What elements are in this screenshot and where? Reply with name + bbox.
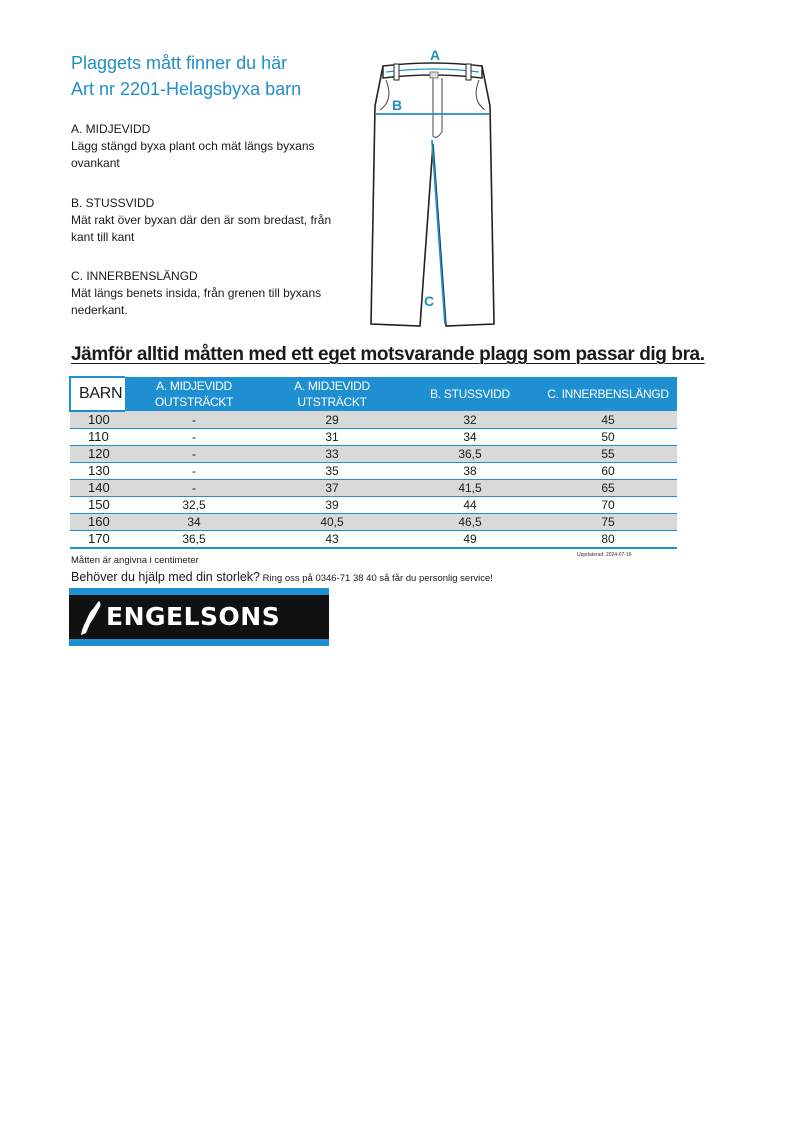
cell-midjevidd-utstrackt: 39 xyxy=(263,497,401,514)
engelsons-logo xyxy=(69,588,329,646)
measure-b-heading: B. STUSSVIDD xyxy=(71,196,155,210)
table-row xyxy=(70,446,677,463)
header-midjevidd-outstrackt xyxy=(125,377,263,411)
header-stussvidd: B. STUSSVIDD xyxy=(401,377,539,411)
table-row xyxy=(70,429,677,446)
cell-midjevidd-utstrackt: 35 xyxy=(263,463,401,480)
table-header-row xyxy=(70,377,677,411)
cell-midjevidd-outstrackt: - xyxy=(125,463,263,480)
cell-size: 170 xyxy=(70,531,125,549)
cell-size: 140 xyxy=(70,480,125,497)
page-title: Plaggets mått finner du här xyxy=(71,53,288,73)
cell-midjevidd-utstrackt: 40,5 xyxy=(263,514,401,531)
logo-stripe-top xyxy=(69,588,329,595)
logo-stripe-bottom xyxy=(69,639,329,646)
cell-innerbenslangd: 60 xyxy=(539,463,677,480)
measure-c-text: Mät längs benets insida, från grenen till byxans nederkant. xyxy=(71,286,322,317)
cell-stussvidd: 38 xyxy=(401,463,539,480)
cell-innerbenslangd: 75 xyxy=(539,514,677,531)
help-question: Behöver du hjälp med din storlek? xyxy=(71,570,261,584)
measure-a xyxy=(71,121,341,172)
table-row xyxy=(70,411,677,429)
compare-notice: Jämför alltid måtten med ett eget motsvarande plagg som passar dig bra. xyxy=(71,344,705,365)
table-row xyxy=(70,480,677,497)
sweden-map-icon xyxy=(79,600,103,636)
help-contact: Ring oss på 0346-71 38 40 så får du personlig service! xyxy=(260,573,493,584)
cell-innerbenslangd: 45 xyxy=(539,411,677,429)
cell-midjevidd-utstrackt: 43 xyxy=(263,531,401,549)
header-midjevidd-utstrackt-line1: A. MIDJEVIDD xyxy=(294,379,370,393)
measure-c-heading: C. INNERBENSLÄNGD xyxy=(71,269,198,283)
cell-innerbenslangd: 55 xyxy=(539,446,677,463)
header-midjevidd-utstrackt xyxy=(263,377,401,411)
cell-stussvidd: 44 xyxy=(401,497,539,514)
article-title: Art nr 2201-Helagsbyxa barn xyxy=(71,79,302,99)
cell-innerbenslangd: 70 xyxy=(539,497,677,514)
header-midjevidd-outstrackt-line1: A. MIDJEVIDD xyxy=(156,379,232,393)
table-row xyxy=(70,514,677,531)
updated-date: Uppdaterad: 2024-07-16 xyxy=(577,552,632,558)
measure-a-text: Lägg stängd byxa plant och mät längs byxans ovankant xyxy=(71,139,315,170)
cell-midjevidd-utstrackt: 29 xyxy=(263,411,401,429)
diagram-label-a: A xyxy=(430,47,441,63)
cell-innerbenslangd: 80 xyxy=(539,531,677,549)
cell-midjevidd-utstrackt: 33 xyxy=(263,446,401,463)
cell-midjevidd-outstrackt: 32,5 xyxy=(125,497,263,514)
cell-stussvidd: 36,5 xyxy=(401,446,539,463)
cell-stussvidd: 49 xyxy=(401,531,539,549)
cell-size: 150 xyxy=(70,497,125,514)
cell-size: 130 xyxy=(70,463,125,480)
cell-midjevidd-outstrackt: 36,5 xyxy=(125,531,263,549)
table-row xyxy=(70,497,677,514)
table-row xyxy=(70,531,677,549)
cell-size: 110 xyxy=(70,429,125,446)
cell-stussvidd: 46,5 xyxy=(401,514,539,531)
measure-b-text: Mät rakt över byxan där den är som bredast, från kant till kant xyxy=(71,213,332,244)
measure-a-heading: A. MIDJEVIDD xyxy=(71,122,151,136)
cell-size: 160 xyxy=(70,514,125,531)
header-innerbenslangd: C. INNERBENSLÄNGD xyxy=(539,377,677,411)
header-midjevidd-utstrackt-line2: UTSTRÄCKT xyxy=(297,395,367,409)
diagram-label-c: C xyxy=(424,293,435,309)
cell-midjevidd-outstrackt: - xyxy=(125,480,263,497)
header-midjevidd-outstrackt-line2: OUTSTRÄCKT xyxy=(154,395,234,409)
units-note: Måtten är angivna i centimeter xyxy=(71,555,199,566)
cell-stussvidd: 34 xyxy=(401,429,539,446)
cell-midjevidd-outstrackt: - xyxy=(125,411,263,429)
size-table xyxy=(69,376,677,549)
cell-midjevidd-utstrackt: 31 xyxy=(263,429,401,446)
pants-diagram xyxy=(366,44,500,330)
header-barn: BARN xyxy=(70,377,125,411)
cell-stussvidd: 41,5 xyxy=(401,480,539,497)
diagram-label-b: B xyxy=(392,97,403,113)
logo-wordmark: ENGELSONS xyxy=(106,602,281,631)
cell-midjevidd-outstrackt: - xyxy=(125,446,263,463)
table-row xyxy=(70,463,677,480)
cell-size: 120 xyxy=(70,446,125,463)
cell-size: 100 xyxy=(70,411,125,429)
cell-midjevidd-outstrackt: 34 xyxy=(125,514,263,531)
measure-c xyxy=(71,268,341,319)
cell-midjevidd-utstrackt: 37 xyxy=(263,480,401,497)
cell-innerbenslangd: 65 xyxy=(539,480,677,497)
measure-b xyxy=(71,195,341,246)
cell-innerbenslangd: 50 xyxy=(539,429,677,446)
cell-stussvidd: 32 xyxy=(401,411,539,429)
help-line xyxy=(71,570,493,584)
cell-midjevidd-outstrackt: - xyxy=(125,429,263,446)
